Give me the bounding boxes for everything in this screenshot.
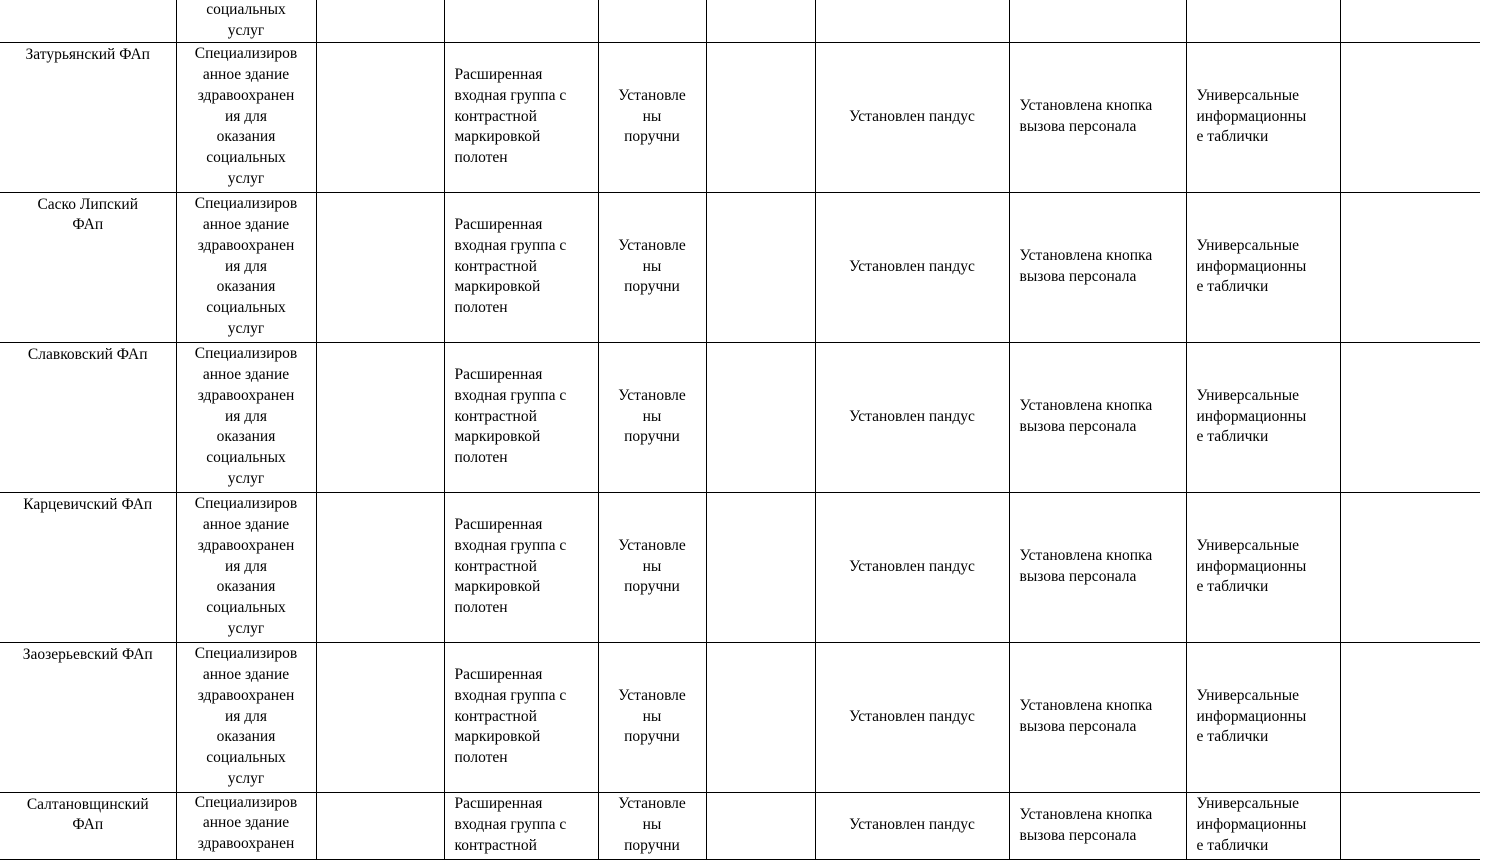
facility-type-line: ия для [224, 107, 268, 125]
table-row [0, 342, 1480, 492]
entry-group-line: контрастной [454, 407, 537, 425]
entry-group-line: полотен [454, 449, 508, 467]
cell-blank [815, 0, 1009, 42]
info-signs-line: е таблички [1196, 578, 1269, 596]
cell-entry-group [444, 792, 598, 859]
facility-type-line: оказания [216, 428, 276, 446]
type-line: социальных [206, 1, 286, 18]
cell-ramp [815, 642, 1009, 792]
cell-blank [1009, 0, 1186, 42]
cell-facility-type [176, 642, 316, 792]
facility-type-line: услуг [227, 170, 265, 188]
facility-type-line: анное здание [202, 516, 290, 534]
ramp-text: Установлен пандус [849, 707, 975, 725]
facility-name-line: Салтановщинский [26, 795, 149, 813]
ramp-text: Установлен пандус [849, 557, 975, 575]
type-line: услуг [227, 21, 265, 39]
entry-group-line: Расширенная [454, 516, 543, 534]
facility-type-line: оказания [216, 128, 276, 146]
facility-type-line: здравоохранен [197, 835, 295, 853]
cell-call-button [1009, 42, 1186, 192]
entry-group-line: маркировкой [454, 578, 541, 596]
cell-facility-name [0, 342, 176, 492]
facility-type-line: ия для [224, 257, 268, 275]
cell-blank [706, 192, 815, 342]
cell-ramp [815, 342, 1009, 492]
handrails-line: ны [642, 407, 662, 425]
cell-info-signs [1186, 42, 1340, 192]
facility-name-line: Карцевичский ФАп [23, 495, 153, 513]
table-row-partial-top [0, 0, 1480, 42]
cell-call-button [1009, 342, 1186, 492]
cell-blank [706, 792, 815, 859]
handrails-line: поручни [624, 578, 680, 596]
facility-type-line: Специализиров [194, 793, 298, 811]
ramp-text: Установлен пандус [849, 407, 975, 425]
cell-facility-name [0, 642, 176, 792]
facility-name-line: Заозерьевский ФАп [22, 645, 153, 663]
cell-blank [316, 792, 444, 859]
cell-blank [0, 0, 176, 42]
facility-type-line: анное здание [202, 366, 290, 384]
cell-facility-type-fragment [176, 0, 316, 42]
cell-handrails [598, 492, 706, 642]
entry-group-line: контрастной [454, 557, 537, 575]
facility-type-line: Специализиров [194, 195, 298, 213]
call-button-line: вызова персонала [1019, 118, 1137, 136]
cell-info-signs [1186, 342, 1340, 492]
cell-blank [444, 0, 598, 42]
facility-name-line: Саско Липский [37, 195, 139, 213]
cell-blank [316, 342, 444, 492]
facility-name-line: ФАп [72, 216, 104, 234]
entry-group-line: входная группа с [454, 686, 567, 704]
cell-entry-group [444, 342, 598, 492]
facility-type-line: оказания [216, 728, 276, 746]
cell-ramp [815, 42, 1009, 192]
info-signs-line: Универсальные [1196, 236, 1300, 254]
info-signs-line: информационны [1196, 816, 1307, 834]
cell-call-button [1009, 192, 1186, 342]
handrails-line: поручни [624, 836, 680, 854]
handrails-line: поручни [624, 278, 680, 296]
cell-blank [706, 0, 815, 42]
entry-group-line: Расширенная [454, 66, 543, 84]
table-row [0, 192, 1480, 342]
entry-group-line: контрастной [454, 707, 537, 725]
call-button-line: Установлена кнопка [1019, 547, 1153, 565]
facility-type-line: Специализиров [194, 345, 298, 363]
cell-entry-group [444, 192, 598, 342]
facility-type-line: анное здание [202, 814, 290, 832]
cell-entry-group [444, 42, 598, 192]
cell-ramp [815, 492, 1009, 642]
entry-group-line: полотен [454, 749, 508, 767]
facility-type-line: здравоохранен [197, 86, 295, 104]
entry-group-line: входная группа с [454, 816, 567, 834]
handrails-line: Установле [618, 86, 686, 104]
cell-call-button [1009, 792, 1186, 859]
cell-blank [1340, 492, 1480, 642]
handrails-line: Установле [618, 386, 686, 404]
facility-type-line: услуг [227, 620, 265, 638]
cell-call-button [1009, 642, 1186, 792]
call-button-line: Установлена кнопка [1019, 397, 1153, 415]
call-button-line: вызова персонала [1019, 826, 1137, 844]
facility-type-line: здравоохранен [197, 236, 295, 254]
table-row [0, 492, 1480, 642]
call-button-line: вызова персонала [1019, 418, 1137, 436]
facility-type-line: услуг [227, 770, 265, 788]
cell-facility-name [0, 492, 176, 642]
info-signs-line: Универсальные [1196, 386, 1300, 404]
cell-blank [1340, 642, 1480, 792]
handrails-line: поручни [624, 428, 680, 446]
facility-type-line: Специализиров [194, 45, 298, 63]
facility-type-line: здравоохранен [197, 386, 295, 404]
facility-type-line: социальных [206, 599, 286, 617]
facility-type-line: ия для [224, 707, 268, 725]
info-signs-line: информационны [1196, 707, 1307, 725]
cell-facility-type [176, 342, 316, 492]
facility-type-line: ия для [224, 407, 268, 425]
cell-blank [1186, 0, 1340, 42]
handrails-line: ны [642, 107, 662, 125]
entry-group-line: входная группа с [454, 536, 567, 554]
info-signs-line: информационны [1196, 557, 1307, 575]
ramp-text: Установлен пандус [849, 816, 975, 834]
info-signs-line: е таблички [1196, 128, 1269, 146]
handrails-line: Установле [618, 686, 686, 704]
info-signs-line: е таблички [1196, 836, 1269, 854]
cell-facility-name [0, 792, 176, 859]
info-signs-line: информационны [1196, 107, 1307, 125]
entry-group-line: маркировкой [454, 278, 541, 296]
cell-call-button [1009, 492, 1186, 642]
facility-type-line: анное здание [202, 216, 290, 234]
table-row [0, 42, 1480, 192]
cell-ramp [815, 792, 1009, 859]
call-button-line: Установлена кнопка [1019, 697, 1153, 715]
ramp-text: Установлен пандус [849, 107, 975, 125]
cell-handrails [598, 642, 706, 792]
cell-blank [316, 642, 444, 792]
info-signs-line: е таблички [1196, 278, 1269, 296]
handrails-line: ны [642, 816, 662, 834]
facility-name-line: Славковский ФАп [27, 345, 148, 363]
entry-group-line: маркировкой [454, 128, 541, 146]
cell-handrails [598, 192, 706, 342]
call-button-line: Установлена кнопка [1019, 247, 1153, 265]
cell-blank [706, 42, 815, 192]
entry-group-line: входная группа с [454, 86, 567, 104]
cell-blank [1340, 42, 1480, 192]
cell-blank [706, 492, 815, 642]
handrails-line: Установле [618, 536, 686, 554]
facility-type-line: анное здание [202, 66, 290, 84]
entry-group-line: Расширенная [454, 666, 543, 684]
info-signs-line: Универсальные [1196, 86, 1300, 104]
facility-type-line: социальных [206, 299, 286, 317]
entry-group-line: Расширенная [454, 795, 543, 813]
facility-type-line: здравоохранен [197, 686, 295, 704]
facility-type-line: социальных [206, 749, 286, 767]
info-signs-line: Универсальные [1196, 795, 1300, 813]
cell-blank [1340, 0, 1480, 42]
entry-group-line: маркировкой [454, 728, 541, 746]
cell-info-signs [1186, 192, 1340, 342]
info-signs-line: Универсальные [1196, 686, 1300, 704]
ramp-text: Установлен пандус [849, 257, 975, 275]
handrails-line: поручни [624, 728, 680, 746]
cell-handrails [598, 42, 706, 192]
cell-facility-name [0, 192, 176, 342]
facility-name-line: Затурьянский ФАп [25, 45, 150, 63]
cell-info-signs [1186, 792, 1340, 859]
entry-group-line: маркировкой [454, 428, 541, 446]
cell-blank [706, 342, 815, 492]
facility-type-line: здравоохранен [197, 536, 295, 554]
cell-entry-group [444, 642, 598, 792]
table-row [0, 642, 1480, 792]
cell-info-signs [1186, 642, 1340, 792]
info-signs-line: Универсальные [1196, 536, 1300, 554]
call-button-line: вызова персонала [1019, 568, 1137, 586]
handrails-line: поручни [624, 128, 680, 146]
facility-type-line: оказания [216, 278, 276, 296]
facility-type-line: услуг [227, 470, 265, 488]
entry-group-line: контрастной [454, 107, 537, 125]
cell-blank [316, 42, 444, 192]
call-button-line: Установлена кнопка [1019, 97, 1153, 115]
cell-blank [706, 642, 815, 792]
entry-group-line: полотен [454, 299, 508, 317]
cell-blank [1340, 192, 1480, 342]
entry-group-line: полотен [454, 599, 508, 617]
handrails-line: ны [642, 557, 662, 575]
cell-blank [316, 492, 444, 642]
cell-ramp [815, 192, 1009, 342]
facility-type-line: анное здание [202, 666, 290, 684]
entry-group-line: контрастной [454, 836, 537, 854]
cell-entry-group [444, 492, 598, 642]
call-button-line: Установлена кнопка [1019, 805, 1153, 823]
facility-type-line: ия для [224, 557, 268, 575]
facility-type-line: социальных [206, 449, 286, 467]
facility-type-line: социальных [206, 149, 286, 167]
info-signs-line: информационны [1196, 257, 1307, 275]
entry-group-line: входная группа с [454, 386, 567, 404]
entry-group-line: Расширенная [454, 216, 543, 234]
handrails-line: Установле [618, 795, 686, 813]
entry-group-line: контрастной [454, 257, 537, 275]
cell-facility-type [176, 792, 316, 859]
info-signs-line: информационны [1196, 407, 1307, 425]
handrails-line: Установле [618, 236, 686, 254]
cell-info-signs [1186, 492, 1340, 642]
facility-type-line: Специализиров [194, 495, 298, 513]
handrails-line: ны [642, 257, 662, 275]
call-button-line: вызова персонала [1019, 718, 1137, 736]
cell-facility-type [176, 42, 316, 192]
facility-name-line: ФАп [72, 816, 104, 834]
cell-handrails [598, 792, 706, 859]
facility-type-line: оказания [216, 578, 276, 596]
cell-blank [316, 192, 444, 342]
cell-facility-type [176, 192, 316, 342]
entry-group-line: Расширенная [454, 366, 543, 384]
entry-group-line: полотен [454, 149, 508, 167]
cell-blank [1340, 792, 1480, 859]
facility-type-line: Специализиров [194, 645, 298, 663]
entry-group-line: входная группа с [454, 236, 567, 254]
info-signs-line: е таблички [1196, 728, 1269, 746]
handrails-line: ны [642, 707, 662, 725]
cell-blank [1340, 342, 1480, 492]
cell-facility-type [176, 492, 316, 642]
info-signs-line: е таблички [1196, 428, 1269, 446]
table-row [0, 792, 1480, 859]
cell-facility-name [0, 42, 176, 192]
cell-blank [598, 0, 706, 42]
call-button-line: вызова персонала [1019, 268, 1137, 286]
facility-type-line: услуг [227, 320, 265, 338]
cell-handrails [598, 342, 706, 492]
cell-blank [316, 0, 444, 42]
